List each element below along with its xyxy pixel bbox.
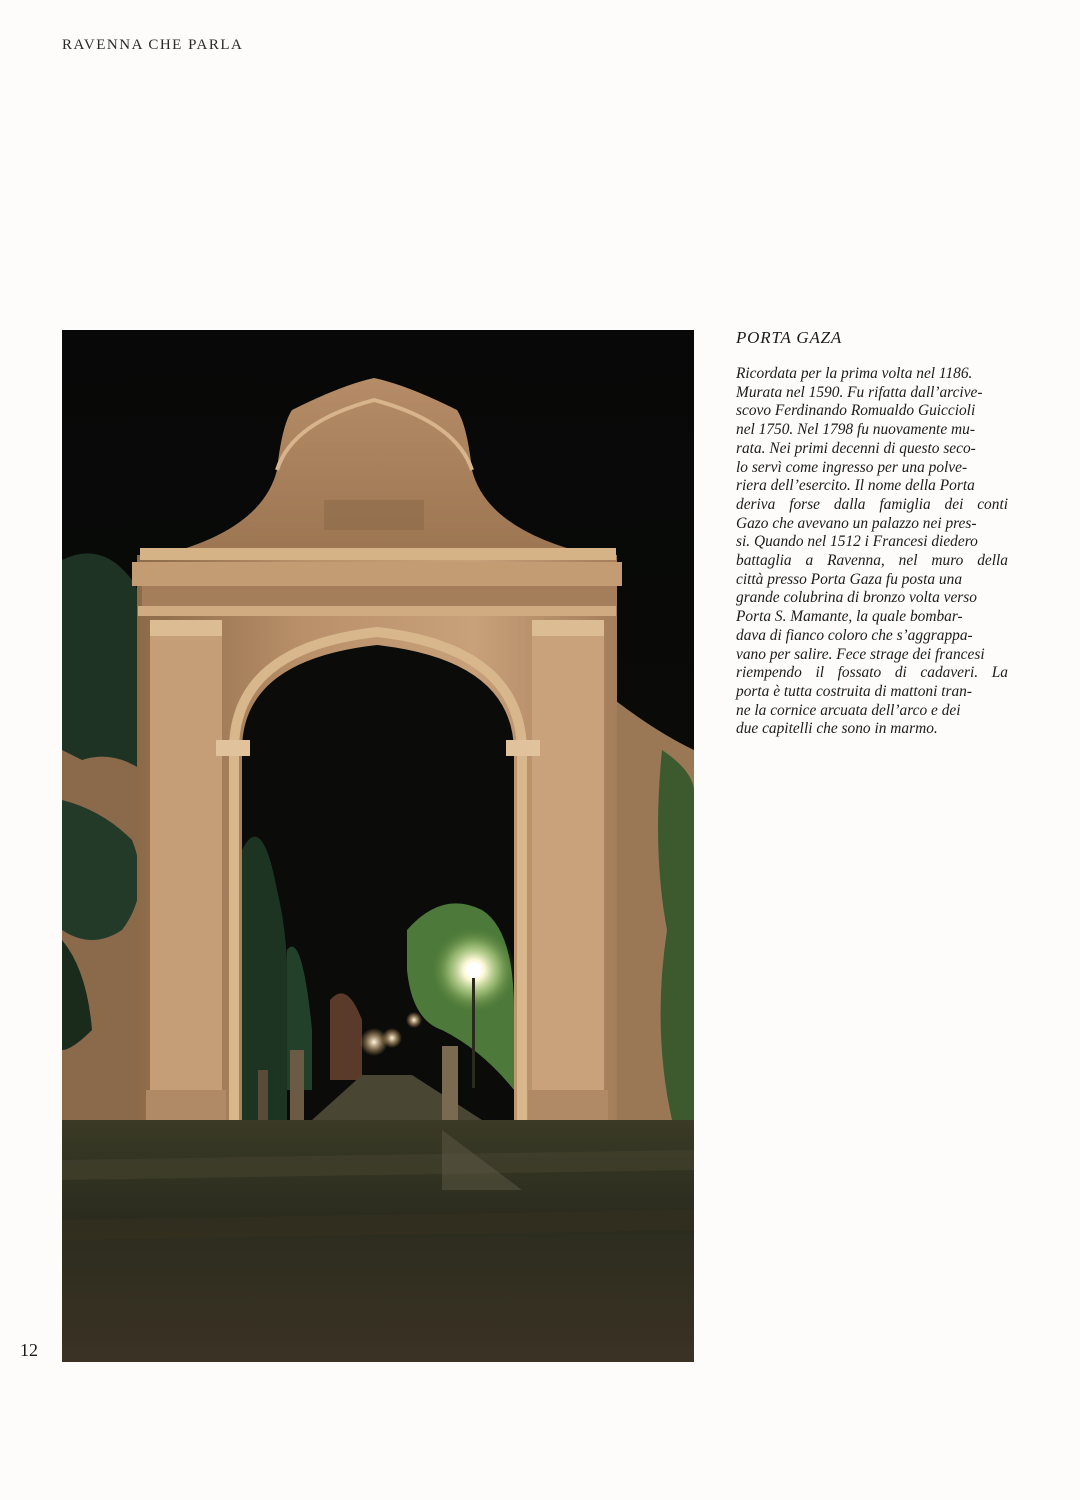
caption-line: città presso Porta Gaza fu posta una	[736, 570, 963, 588]
caption-line: dava di fianco coloro che s’aggrappa-	[736, 626, 973, 644]
caption-line: Gazo che avevano un palazzo nei pres-	[736, 514, 977, 532]
caption-line: battaglia a Ravenna, nel muro della	[736, 552, 1008, 570]
caption-block	[736, 328, 1008, 739]
caption-line: Ricordata per la prima volta nel 1186.	[736, 365, 973, 382]
caption-line: nel 1750. Nel 1798 fu nuovamente mu-	[736, 421, 975, 439]
caption-title: PORTA GAZA	[736, 328, 843, 347]
caption-line: rata. Nei primi decenni di questo seco-	[736, 439, 976, 457]
caption-line: scovo Ferdinando Romualdo Guiccioli	[736, 402, 976, 420]
caption-line: deriva forse dalla famiglia dei conti	[736, 495, 1008, 513]
caption-line: riera dell’esercito. Il nome della Porta	[736, 477, 975, 495]
porta-gaza-photo	[62, 330, 694, 1362]
caption-line: Murata nel 1590. Fu rifatta dall’arcive-	[736, 383, 983, 401]
caption-line: grande colubrina di bronzo volta verso	[736, 589, 977, 607]
caption-line: ne la cornice arcuata dell’arco e dei	[736, 701, 961, 719]
caption-line: lo servì come ingresso per una polve-	[736, 458, 968, 476]
caption-line: porta è tutta costruita di mattoni tran-	[736, 682, 972, 700]
caption-line: Porta S. Mamante, la quale bombar-	[736, 608, 963, 626]
caption-line: vano per salire. Fece strage dei francesi	[736, 645, 985, 663]
caption-line: riempendo il fossato di cadaveri. La	[736, 664, 1008, 682]
running-head: RAVENNA CHE PARLA	[62, 37, 244, 53]
caption-line: si. Quando nel 1512 i Francesi diedero	[736, 533, 978, 551]
caption-body	[736, 365, 1008, 739]
caption-line: due capitelli che sono in marmo.	[736, 720, 938, 738]
page-number: 12	[20, 1340, 38, 1360]
